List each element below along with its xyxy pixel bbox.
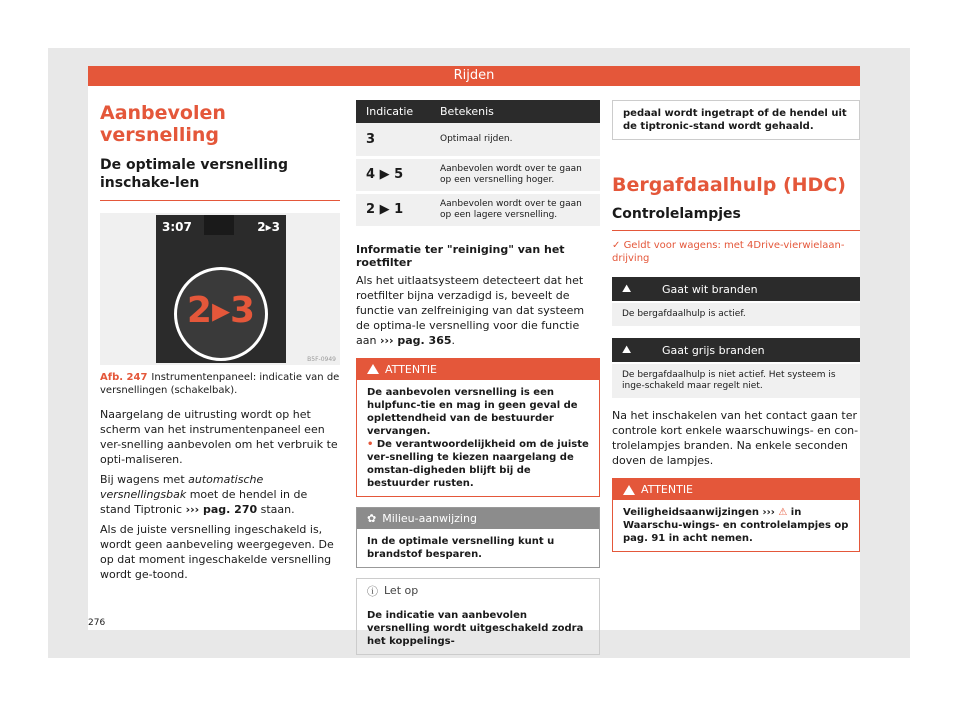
text: in Waarschu-wings- en controlelampjes op pag. 91 in acht nemen. <box>623 507 849 544</box>
info-icon: ⓘ <box>367 584 378 598</box>
hdc-icon: ⛰ <box>622 343 632 356</box>
text: De verantwoordelijkheid om de juiste ver-snelling te kiezen naargelang de omstan-digheden blijft bij de bestuurder rusten. <box>367 438 589 489</box>
warning-title: ATTENTIE <box>641 483 694 496</box>
lamp-header <box>612 338 860 362</box>
text: Bij wagens met <box>100 473 189 486</box>
figure-code: B5F-0949 <box>307 356 336 363</box>
gear-indicator-small: 2▸3 <box>257 220 280 234</box>
lamp-title: Gaat wit branden <box>662 282 758 296</box>
warning-text: De aanbevolen versnelling is een hulpfunc-tie en mag in geen geval de oplettendheid van de bestuurder vervangen. <box>367 386 578 437</box>
body-text <box>356 273 600 348</box>
text: staan. <box>257 503 295 516</box>
meaning-cell: Aanbevolen wordt over te gaan op een lagere versnelling. <box>430 192 600 227</box>
chapter-header: Rijden <box>88 66 860 86</box>
column-3 <box>612 100 860 552</box>
environment-header <box>357 508 599 529</box>
environment-body: In de optimale versnelling kunt u brandstof besparen. <box>367 535 555 560</box>
warning-header <box>613 479 859 500</box>
warning-triangle-icon <box>623 485 635 495</box>
warning-title: ATTENTIE <box>385 362 438 376</box>
warning-text <box>367 438 589 490</box>
environment-box <box>356 507 600 568</box>
lamp-entry <box>612 338 860 398</box>
instrument-screen <box>156 215 286 363</box>
indication-symbol: 4 ▶ 5 <box>356 157 430 192</box>
note-body: pedaal wordt ingetrapt of de hendel uit de tiptronic-stand wordt gehaald. <box>623 108 847 132</box>
lamp-description: De bergafdaalhulp is niet actief. Het systeem is inge-schakeld maar regelt niet. <box>612 364 860 398</box>
indication-symbol: 3 <box>356 123 430 157</box>
meaning-cell: Aanbevolen wordt over te gaan op een versnelling hoger. <box>430 157 600 192</box>
note-header <box>357 579 599 603</box>
sub-heading: De optimale versnelling inschake-len <box>100 156 340 201</box>
lamp-title: Gaat grijs branden <box>662 343 765 357</box>
column-1 <box>100 100 340 587</box>
text: . <box>451 333 456 347</box>
figure-instrument-panel <box>100 213 340 365</box>
column-2 <box>356 100 600 655</box>
table-row <box>356 157 600 192</box>
table-row <box>356 192 600 227</box>
zoom-bubble <box>174 267 268 361</box>
warning-triangle-icon <box>367 364 379 374</box>
text: Veiligheidsaanwijzingen ››› <box>623 507 779 518</box>
warning-box <box>356 358 600 497</box>
warning-header <box>357 359 599 380</box>
lamp-header <box>612 277 860 301</box>
gear-indicator-large: 2▸3 <box>186 290 256 331</box>
lamp-entry <box>612 277 860 326</box>
section-heading: Aanbevolen versnelling <box>100 102 226 146</box>
figure-caption <box>100 371 340 397</box>
screen-strip <box>204 215 234 235</box>
note-box-continued <box>612 100 860 140</box>
warning-body <box>357 380 599 496</box>
note-title: Let op <box>384 584 419 597</box>
note-body: De indicatie van aanbevolen versnelling wordt uitgeschakeld zodra het koppelings- <box>367 609 584 647</box>
caption-text: Instrumentenpaneel: indicatie van de versnellingen (schakelbak). <box>100 372 340 396</box>
sub-heading: Informatie ter "reiniging" van het roetfilter <box>356 242 565 269</box>
page-reference-link[interactable]: ››› pag. 365 <box>379 333 452 347</box>
sub-heading: Controlelampjes <box>612 206 860 231</box>
warning-box <box>612 478 860 552</box>
environment-title: Milieu-aanwijzing <box>382 511 477 525</box>
table-row <box>356 123 600 157</box>
warning-body <box>613 500 859 551</box>
paragraph <box>100 472 340 517</box>
text: Geldt voor wagens: met 4Drive-vierwielaan-drijving <box>612 240 845 264</box>
hdc-icon: ⛰ <box>622 282 632 295</box>
text: Als het uitlaatsysteem detecteert dat het roetfilter bijna verzadigd is, beveelt de functie van zelfreiniging van dat systeem de optima-le versnelling voor die functie aan <box>356 273 585 347</box>
emphasis: automatische versnellingsbak <box>100 473 264 501</box>
text: moet de hendel in de stand Tiptronic <box>100 488 308 516</box>
applies-to <box>612 239 860 265</box>
table-header: Betekenis <box>430 100 600 123</box>
clock-readout: 3:07 <box>162 220 192 234</box>
indication-symbol: 2 ▶ 1 <box>356 192 430 227</box>
lamp-description: De bergafdaalhulp is actief. <box>612 303 860 326</box>
gear-indication-table <box>356 100 600 229</box>
page-reference-link[interactable]: ››› pag. 270 <box>185 503 258 516</box>
caption-label: Afb. 247 <box>100 372 148 383</box>
table-header: Indicatie <box>356 100 430 123</box>
body-text <box>612 408 860 468</box>
section-heading: Bergafdaalhulp (HDC) <box>612 174 846 196</box>
paragraph: Na het inschakelen van het contact gaan ter controle kort enkele waarschuwings- en con-trolelampjes branden. Na enkele seconden doven de lampjes. <box>612 409 859 467</box>
bullet-icon: • <box>367 438 377 450</box>
meaning-cell: Optimaal rijden. <box>430 123 600 157</box>
body-text <box>100 407 340 582</box>
paragraph <box>356 273 600 348</box>
note-box <box>356 578 600 655</box>
paragraph: Als de juiste versnelling ingeschakeld is, wordt geen aanbeveling weergegeven. De op dat moment ingeschakelde versnelling wordt ge-toond. <box>100 523 334 581</box>
page-number: 276 <box>88 618 106 628</box>
checkmark-icon: ✓ <box>612 240 624 251</box>
warning-triangle-icon: ⚠ <box>778 507 788 518</box>
paragraph: Naargelang de uitrusting wordt op het scherm van het instrumentenpaneel een ver-snelling aanbevolen om het verbruik te opti-maliseren. <box>100 408 338 466</box>
leaf-icon: ✿ <box>367 511 377 525</box>
